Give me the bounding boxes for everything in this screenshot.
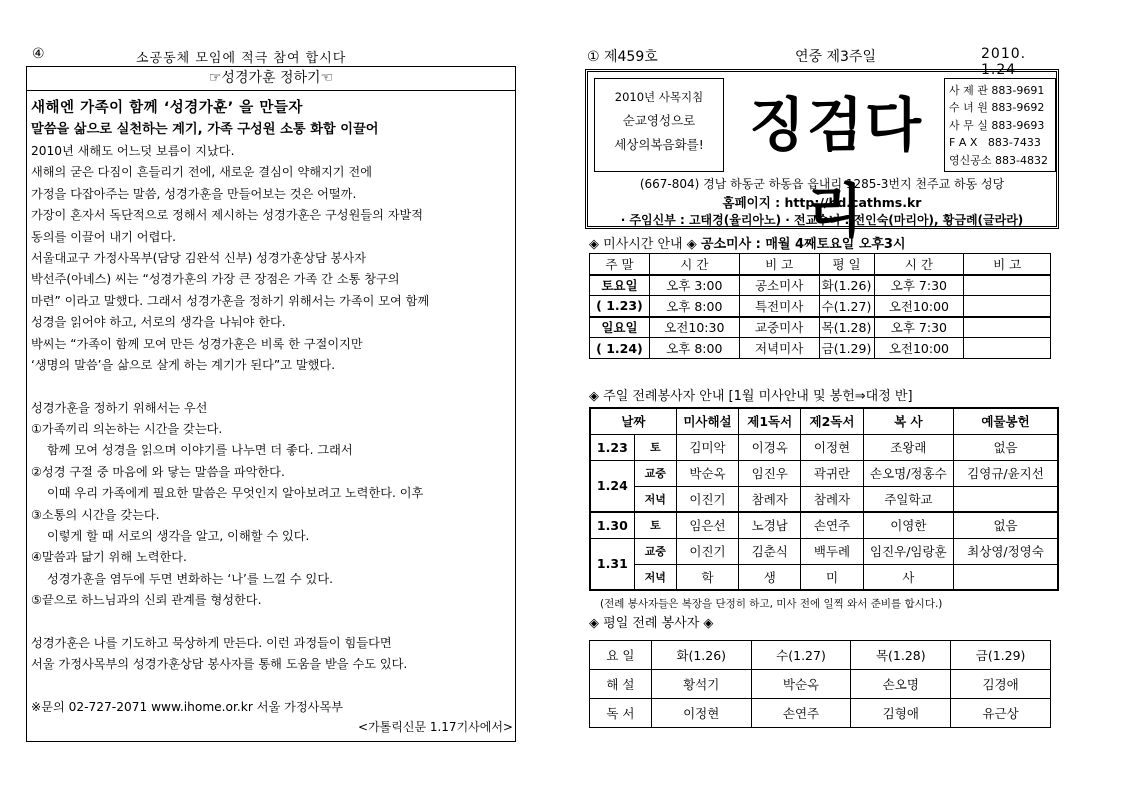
- mass-title: ◈ 미사시간 안내 ◈: [589, 237, 697, 252]
- table-row: 1.23 토 김미악 이경옥 이정현 조왕래 없음: [590, 434, 1058, 460]
- mass-schedule-title: [589, 233, 906, 252]
- article-body: [31, 97, 513, 737]
- table-row: 1.31 교중 이진기 김춘식 백두례 임진우/임랑훈 최상영/정영숙: [590, 538, 1058, 564]
- closing-line: 서울 가정사목부의 성경가훈상담 봉사자를 통해 도움을 받을 수도 있다.: [31, 657, 408, 672]
- mission-mass-note: 공소미사 : 매월 4째토요일 오후3시: [700, 237, 906, 252]
- issue-date: 2010. 1.24: [981, 46, 1027, 78]
- right-page-header: [585, 46, 1055, 78]
- page-number: ④: [32, 46, 45, 62]
- table-row: 요 일 화(1.26) 수(1.27) 목(1.28) 금(1.29): [590, 641, 1051, 670]
- table-row: 저녁 학 생 미 사: [590, 564, 1058, 590]
- table-row: 1.30 토 임은선 노경남 손연주 이영한 없음: [590, 512, 1058, 538]
- article-line: 새해의 굳은 다짐이 흔들리기 전에, 새로운 결심이 약해지기 전에: [31, 165, 372, 180]
- table-row: 1.24 교중 박순옥 임진우 곽귀란 손오명/정홍수 김영규/윤지선: [590, 460, 1058, 486]
- article-box: [26, 66, 516, 742]
- table-row: 독 서 이정현 손연주 김형애 유근상: [590, 699, 1051, 728]
- article-line: 성경을 읽어야 하고, 서로의 생각을 나눠야 한다.: [31, 315, 286, 330]
- article-line: 동의를 이끌어 내기 어렵다.: [31, 229, 177, 244]
- sunday-duty-title: ◈ 주일 전례봉사자 안내 [1월 미사안내 및 봉헌⇒대정 반]: [589, 389, 913, 404]
- contact-entry: 사 제 관 883-9691: [949, 84, 1045, 97]
- step-line: 이때 우리 가족에게 필요한 말씀은 무엇인지 알아보려고 노력한다. 이후: [47, 486, 424, 501]
- article-subhead: 말씀을 삶으로 실천하는 계기, 가족 구성원 소통 화합 이끌어: [31, 122, 379, 137]
- step-line: ②성경 구절 중 마음에 와 닿는 말씀을 파악한다.: [31, 464, 285, 479]
- pastoral-motto: [594, 78, 724, 172]
- table-header: 주 말: [590, 254, 650, 275]
- article-line: 박선주(아녜스) 씨는 “성경가훈의 가장 큰 장점은 가족 간 소통 창구의: [31, 272, 400, 287]
- motto-line: 세상의복음화를!: [614, 137, 704, 152]
- table-row: 해 설 황석기 박순옥 손오명 김경애: [590, 670, 1051, 699]
- table-row: ( 1.24) 오후 8:00 저녁미사 금(1.29) 오전10:00: [590, 338, 1051, 359]
- article-line: ‘생명의 말씀’을 삶으로 살게 하는 계기가 된다”고 말했다.: [31, 357, 336, 372]
- step-line: ④말씀과 닮기 위해 노력한다.: [31, 550, 187, 565]
- table-row: 일요일 오전10:30 교중미사 목(1.28) 오후 7:30: [590, 317, 1051, 338]
- article-line: 서울대교구 가정사목부(담당 김완석 신부) 성경가훈상담 봉사자: [31, 250, 366, 265]
- table-header: 비 고: [739, 254, 819, 275]
- steps-intro: 성경가훈을 정하기 위해서는 우선: [31, 400, 208, 415]
- table-header: 미사해설: [676, 408, 738, 434]
- slogan: 소공동체 모임에 적극 참여 합시다: [136, 51, 347, 66]
- article-headline: 새해엔 가족이 함께 ‘성경가훈’ 을 만들자: [31, 100, 303, 116]
- step-line: ⑤끝으로 하느님과의 신뢰 관계를 형성한다.: [31, 593, 262, 608]
- article-line: 마련” 이라고 말했다. 그래서 성경가훈을 정하기 위해서는 가족이 모여 함께: [31, 293, 430, 308]
- article-line: 가장이 혼자서 독단적으로 정해서 제시하는 성경가훈은 구성원들의 자발적: [31, 208, 424, 223]
- contact-entry: 수 녀 원 883-9692: [949, 101, 1045, 115]
- step-line: ③소통의 시간을 갖는다.: [31, 507, 160, 522]
- step-line: ①가족끼리 의논하는 시간을 갖는다.: [31, 422, 223, 437]
- motto-line: 순교영성으로: [622, 113, 696, 128]
- step-line: 함께 모여 성경을 읽으며 이야기를 나누면 더 좋다. 그래서: [47, 443, 353, 458]
- table-row: 토요일 오후 3:00 공소미사 화(1.26) 오후 7:30: [590, 275, 1051, 296]
- motto-year: 2010년 사목지침: [614, 90, 704, 104]
- bulletin-logo: 징검다리: [748, 91, 924, 245]
- mass-schedule-table: [589, 253, 1051, 359]
- contact-line: ※문의 02-727-2071 www.ihome.or.kr 서울 가정사목부: [31, 700, 344, 715]
- weekday-duty-title: ◈ 평일 전례 봉사자 ◈: [589, 616, 714, 631]
- table-header: 평 일: [819, 254, 874, 275]
- contact-entry: F A X 883-7433: [949, 136, 1041, 150]
- article-line: 박씨는 “가족이 함께 모여 만든 성경가훈은 비록 한 구절이지만: [31, 336, 363, 351]
- step-line: 이렇게 할 때 서로의 생각을 알고, 이해할 수 있다.: [47, 529, 310, 544]
- contact-entry: 사 무 실 883-9693: [949, 118, 1045, 132]
- source-credit: <가톨릭신문 1.17기사에서>: [358, 719, 513, 734]
- contact-entry: 영신공소 883-4832: [949, 153, 1048, 167]
- clergy-staff: · 주임신부 : 고태경(율리아노) · 전교수녀 : 전인숙(마리아), 황금례(글라라): [620, 213, 1024, 227]
- homepage-link[interactable]: 홈페이지 : http://hd.cathms.kr: [722, 195, 922, 210]
- table-header: 예물봉헌: [954, 408, 1058, 434]
- article-line: 2010년 새해도 어느덧 보름이 지났다.: [31, 144, 235, 158]
- table-header: 날짜: [590, 408, 676, 434]
- left-page-header: [26, 46, 516, 66]
- table-row: 저녁 이진기 참례자 참례자 주일학교: [590, 486, 1058, 512]
- sunday-duty-table: [589, 407, 1059, 591]
- table-header: 복 사: [863, 408, 953, 434]
- article-box-title: ☞성경가훈 정하기☜: [27, 67, 515, 91]
- issue-number: ① 제459호: [587, 49, 658, 65]
- table-row: ( 1.23) 오후 8:00 특전미사 수(1.27) 오전10:00: [590, 296, 1051, 317]
- liturgical-week: 연중 제3주일: [795, 49, 876, 65]
- weekday-duty-table: [589, 640, 1051, 728]
- church-address: (667-804) 경남 하동군 하동읍 읍내리 1285-3번지 천주교 하동 성당: [639, 177, 1005, 191]
- closing-line: 성경가훈은 나를 기도하고 묵상하게 만든다. 이런 과정들이 힘들다면: [31, 635, 392, 650]
- step-line: 성경가훈을 염두에 두면 변화하는 ‘나’를 느낄 수 있다.: [47, 571, 333, 586]
- table-header: 제2독서: [801, 408, 863, 434]
- table-header: 제1독서: [739, 408, 801, 434]
- article-line: 가정을 다잡아주는 말씀, 성경가훈을 만들어보는 것은 어떨까.: [31, 186, 357, 201]
- table-header: 비 고: [964, 254, 1051, 275]
- table-header: 시 간: [874, 254, 964, 275]
- contact-list: [944, 78, 1056, 172]
- table-header: 시 간: [649, 254, 739, 275]
- duty-note: (전례 봉사자들은 복장을 단정히 하고, 미사 전에 일찍 와서 준비를 합시다.): [600, 598, 943, 610]
